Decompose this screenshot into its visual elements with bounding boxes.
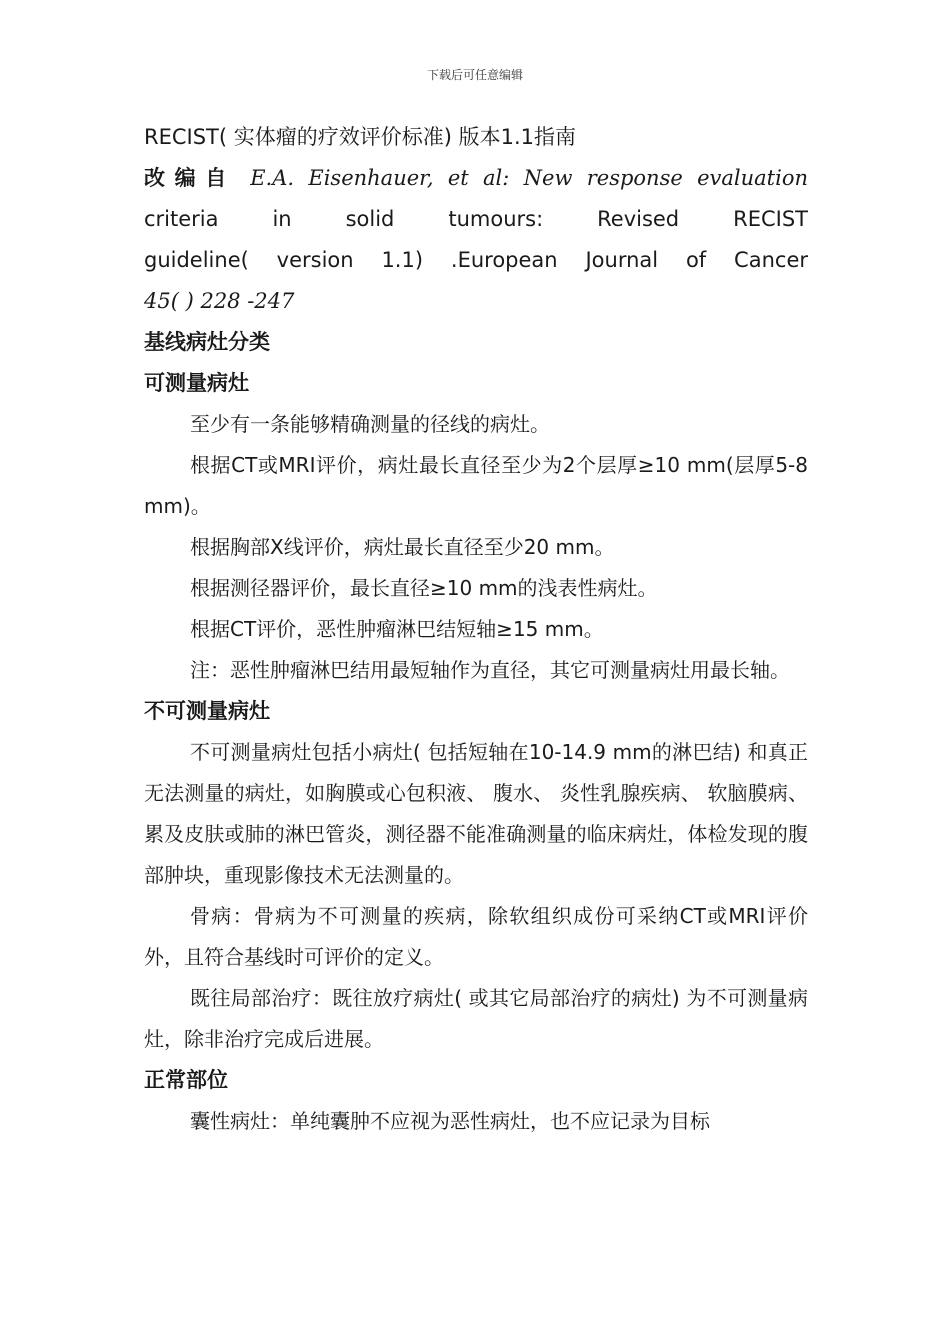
document-body — [144, 116, 808, 1142]
measurable-paragraph-5: 根据CT评价，恶性肿瘤淋巴结短轴≥15 mm。 — [190, 617, 604, 641]
citation-lead: 改编自 — [144, 166, 236, 190]
citation-ref-1: E.A. Eisenhauer, et al: New response evaluation — [250, 166, 808, 190]
non-measurable-paragraph-2: 骨病：骨病为不可测量的疾病，除软组织成份可采纳CT或MRI评价外，且符合基线时可评价的定义。 — [144, 904, 808, 969]
normal-paragraph-1: 囊性病灶：单纯囊肿不应视为恶性病灶，也不应记录为目标 — [190, 1109, 710, 1133]
citation-line-3: guideline( version 1.1) .European Journal of Cancer — [144, 248, 808, 272]
measurable-paragraph-3: 根据胸部X线评价，病灶最长直径至少20 mm。 — [190, 535, 615, 559]
measurable-paragraph-6: 注：恶性肿瘤淋巴结用最短轴作为直径，其它可测量病灶用最长轴。 — [190, 658, 790, 682]
header-note: 下载后可任意编辑 — [426, 68, 523, 82]
citation-line-2: criteria in solid tumours: Revised RECIST — [144, 207, 808, 231]
measurable-paragraph-1: 至少有一条能够精确测量的径线的病灶。 — [190, 412, 550, 436]
section-heading-normal: 正常部位 — [144, 1068, 228, 1092]
measurable-paragraph-2: 根据CT或MRI评价，病灶最长直径至少为2个层厚≥10 mm(层厚5-8 mm)。 — [144, 453, 808, 518]
section-heading-non-measurable: 不可测量病灶 — [144, 699, 270, 723]
document-title: RECIST( 实体瘤的疗效评价标准) 版本1.1指南 — [144, 125, 577, 149]
citation-line-1 — [144, 158, 808, 199]
citation-line-4: 45( ) 228 -247 — [144, 289, 295, 313]
non-measurable-paragraph-3: 既往局部治疗：既往放疗病灶( 或其它局部治疗的病灶) 为不可测量病灶，除非治疗完成后进展。 — [144, 986, 808, 1051]
non-measurable-paragraph-1: 不可测量病灶包括小病灶( 包括短轴在10-14.9 mm的淋巴结) 和真正无法测量的病灶，如胸膜或心包积液、 腹水、 炎性乳腺疾病、 软脑膜病、 累及皮肤或肺的淋巴管炎，测径器不能准确测量的临床病灶，体检发现的腹部肿块，重现影像技术无法测量的。 — [144, 740, 808, 887]
section-heading-measurable: 可测量病灶 — [144, 371, 249, 395]
section-heading-baseline: 基线病灶分类 — [144, 330, 270, 354]
measurable-paragraph-4: 根据测径器评价，最长直径≥10 mm的浅表性病灶。 — [190, 576, 658, 600]
citation-block — [144, 158, 808, 322]
